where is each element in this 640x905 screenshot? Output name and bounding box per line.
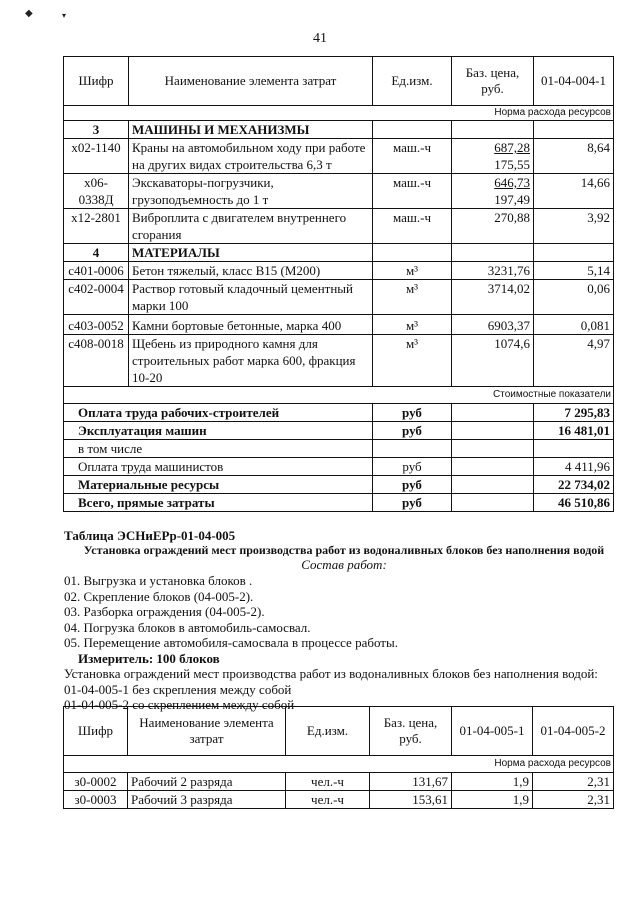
row-unit: м³: [373, 335, 452, 387]
cost-unit: руб: [373, 404, 452, 422]
table-row: [64, 315, 614, 335]
header-unit: Ед.изм.: [373, 57, 452, 106]
table-row: [64, 209, 614, 244]
cost-row: [64, 440, 614, 458]
cost-unit: руб: [373, 422, 452, 440]
row-value: 8,64: [534, 139, 614, 174]
header-col2: 01-04-005-2: [533, 707, 614, 756]
row-unit: маш.-ч: [373, 209, 452, 244]
table-row: [64, 139, 614, 174]
resource-table-1: [63, 56, 614, 512]
work-step: 03. Разборка ограждения (04-005-2).: [64, 604, 265, 619]
row-price-secondary: 175,55: [494, 157, 530, 172]
cost-row: [64, 422, 614, 440]
row-name: Рабочий 3 разряда: [128, 791, 286, 809]
row-price: 687,28: [494, 140, 530, 155]
row-value: 4,97: [534, 335, 614, 387]
row-unit: м³: [373, 315, 452, 335]
table-header-row: [64, 57, 614, 106]
cost-row: [64, 476, 614, 494]
cost-name: Оплата труда рабочих-строителей: [64, 404, 373, 422]
row-code: з0-0003: [64, 791, 128, 809]
table-row: [64, 174, 614, 209]
row-name: Камни бортовые бетонные, марка 400: [129, 315, 373, 335]
header-name: Наименование элемента затрат: [129, 57, 373, 106]
scan-mark: ◆: [25, 8, 33, 19]
row-price: 6903,37: [452, 315, 534, 335]
section-title: МАТЕРИАЛЫ: [129, 244, 373, 262]
row-value: 0,081: [534, 315, 614, 335]
row-price: 3714,02: [452, 280, 534, 315]
row-name: Бетон тяжелый, класс В15 (М200): [129, 262, 373, 280]
row-value: 3,92: [534, 209, 614, 244]
table-row: [64, 280, 614, 315]
row-unit: м³: [373, 262, 452, 280]
row-value-2: 2,31: [533, 773, 614, 791]
row-value: 5,14: [534, 262, 614, 280]
cost-name: Всего, прямые затраты: [64, 494, 373, 512]
table-title: Таблица ЭСНиЕРр-01-04-005: [64, 528, 236, 543]
cost-row: [64, 404, 614, 422]
row-name: Рабочий 2 разряда: [128, 773, 286, 791]
row-value-1: 1,9: [452, 773, 533, 791]
header-code: Шифр: [64, 707, 128, 756]
norm-label: Норма расхода ресурсов: [64, 106, 614, 121]
header-name: Наименование элемента затрат: [128, 707, 286, 756]
norm-label: Норма расхода ресурсов: [64, 756, 614, 773]
scan-mark: ▾: [62, 11, 67, 20]
description: Установка ограждений мест производства работ из водоналивных блоков без наполнения водой:: [64, 666, 598, 681]
table-row: [64, 791, 614, 809]
row-price: 1074,6: [452, 335, 534, 387]
cost-row: [64, 494, 614, 512]
row-code: х06-0338Д: [64, 174, 129, 209]
work-step: 04. Погрузка блоков в автомобиль-самосвал.: [64, 620, 311, 635]
table-row: [64, 773, 614, 791]
header-unit: Ед.изм.: [286, 707, 370, 756]
row-code: с402-0004: [64, 280, 129, 315]
variant-1: 01-04-005-1 без скрепления между собой: [64, 682, 292, 697]
row-unit: чел.-ч: [286, 773, 370, 791]
row-price-secondary: 197,49: [494, 192, 530, 207]
cost-name: Эксплуатация машин: [64, 422, 373, 440]
cost-value: 16 481,01: [534, 422, 614, 440]
cost-value: 4 411,96: [534, 458, 614, 476]
row-name: Виброплита с двигателем внутреннего сгорания: [129, 209, 373, 244]
row-price: 153,61: [370, 791, 452, 809]
header-price: Баз. цена, руб.: [452, 57, 534, 106]
section-row: [64, 244, 614, 262]
section-title: МАШИНЫ И МЕХАНИЗМЫ: [129, 121, 373, 139]
row-value: 14,66: [534, 174, 614, 209]
row-value-1: 1,9: [452, 791, 533, 809]
measure-unit: Измеритель: 100 блоков: [78, 651, 220, 666]
cost-name: в том числе: [64, 440, 373, 458]
row-name: Экскаваторы-погрузчики, грузоподъемность до 1 т: [129, 174, 373, 209]
row-unit: маш.-ч: [373, 174, 452, 209]
header-code: Шифр: [64, 57, 129, 106]
cost-unit: руб: [373, 458, 452, 476]
cost-value: 22 734,02: [534, 476, 614, 494]
table-row: [64, 335, 614, 387]
row-name: Раствор готовый кладочный цементный марки 100: [129, 280, 373, 315]
row-code: х12-2801: [64, 209, 129, 244]
cost-label-row: [64, 387, 614, 404]
work-step: 01. Выгрузка и установка блоков .: [64, 573, 253, 588]
row-code: с403-0052: [64, 315, 129, 335]
table-row: [64, 262, 614, 280]
resource-table-2: [63, 706, 614, 809]
row-price: 646,73: [494, 175, 530, 190]
row-code: з0-0002: [64, 773, 128, 791]
norm-label-row: [64, 756, 614, 773]
cost-value: 46 510,86: [534, 494, 614, 512]
table-subtitle: Установка ограждений мест производства работ из водоналивных блоков без наполнения водой: [83, 543, 605, 557]
section-row: [64, 121, 614, 139]
section-number: 3: [64, 121, 129, 139]
work-composition-heading: Состав работ:: [301, 557, 387, 572]
row-unit: чел.-ч: [286, 791, 370, 809]
row-code: с401-0006: [64, 262, 129, 280]
row-value: 0,06: [534, 280, 614, 315]
work-step: 02. Скрепление блоков (04-005-2).: [64, 589, 254, 604]
cost-label: Стоимостные показатели: [64, 387, 614, 404]
row-value-2: 2,31: [533, 791, 614, 809]
cost-row: [64, 458, 614, 476]
cost-unit: руб: [373, 476, 452, 494]
row-unit: м³: [373, 280, 452, 315]
row-price: 3231,76: [452, 262, 534, 280]
row-name: Щебень из природного камня для строительных работ марка 600, фракция 10-20: [129, 335, 373, 387]
cost-value: [534, 440, 614, 458]
table-header-row: [64, 707, 614, 756]
norm-label-row: [64, 106, 614, 121]
cost-unit: руб: [373, 494, 452, 512]
header-col1: 01-04-004-1: [534, 57, 614, 106]
row-price: 270,88: [452, 209, 534, 244]
header-price: Баз. цена, руб.: [370, 707, 452, 756]
cost-name: Оплата труда машинистов: [64, 458, 373, 476]
cost-name: Материальные ресурсы: [64, 476, 373, 494]
row-unit: маш.-ч: [373, 139, 452, 174]
row-code: с408-0018: [64, 335, 129, 387]
row-code: х02-1140: [64, 139, 129, 174]
row-price: 131,67: [370, 773, 452, 791]
work-step: 05. Перемещение автомобиля-самосвала в процессе работы.: [64, 635, 398, 650]
cost-value: 7 295,83: [534, 404, 614, 422]
row-name: Краны на автомобильном ходу при работе на других видах строительства 6,3 т: [129, 139, 373, 174]
section-number: 4: [64, 244, 129, 262]
page-number: 41: [313, 31, 327, 46]
cost-unit: [373, 440, 452, 458]
header-col1: 01-04-005-1: [452, 707, 533, 756]
variant-2: 01-04-005-2 со скреплением между собой: [64, 697, 295, 712]
